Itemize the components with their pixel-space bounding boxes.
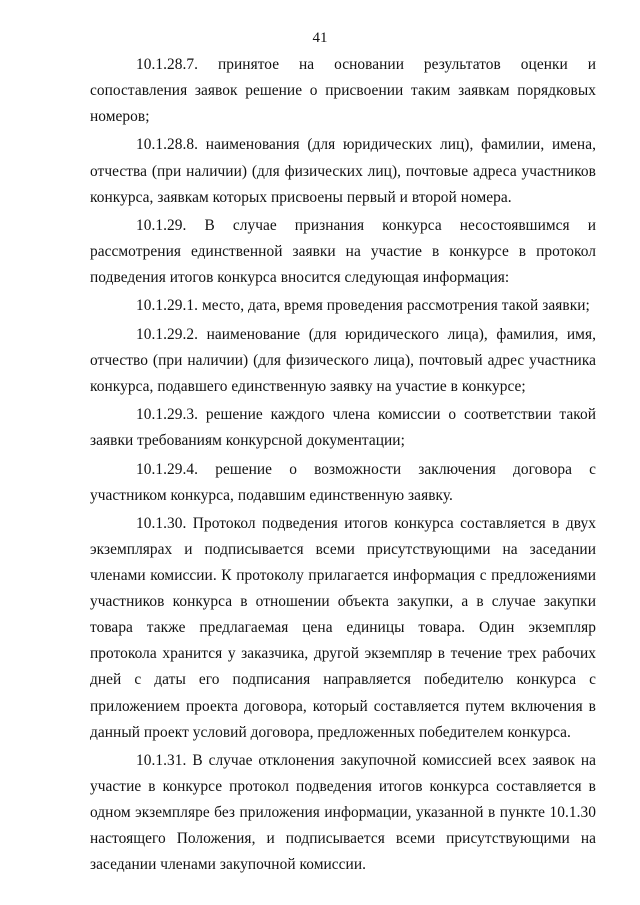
paragraph-10-1-30: 10.1.30. Протокол подведения итогов конкурса составляется в двух экземплярах и подписывается всеми присутствующими на заседании членами комиссии. К протоколу прилагается информация с предложениями участников конкурса в отношении объекта закупки, а в случае закупки товара также предлагаемая цена единицы товара. Один экземпляр протокола хранится у заказчика, другой экземпляр в течение трех рабочих дней с даты его подписания направляется победителю конкурса с приложением проекта договора, который составляется путем включения в данный проект условий договора, предложенных победителем конкурса. [90, 514, 596, 741]
paragraph-10-1-31: 10.1.31. В случае отклонения закупочной комиссией всех заявок на участие в конкурсе протокол подведения итогов конкурса составляется в одном экземпляре без приложения информации, указанной в пункте 10.1.30 настоящего Положения, и подписывается всеми присутствующими на заседании членами закупочной комиссии. [90, 751, 596, 874]
paragraph-10-1-28-8: 10.1.28.8. наименования (для юридических лиц), фамилии, имена, отчества (при наличии) (для физических лиц), почтовые адреса участников конкурса, заявкам которых присвоены первый и второй номера. [90, 136, 596, 206]
paragraph-10-1-29-3: 10.1.29.3. решение каждого члена комиссии о соответствии такой заявки требованиям конкурсной документации; [90, 406, 596, 450]
paragraph-10-1-28-7: 10.1.28.7. принятое на основании результатов оценки и сопоставления заявок решение о присвоении таким заявкам порядковых номеров; [90, 56, 596, 126]
paragraph-10-1-29-4: 10.1.29.4. решение о возможности заключения договора с участником конкурса, подавшим единственную заявку. [90, 460, 596, 504]
page-number: 41 [312, 30, 328, 46]
paragraph-10-1-29-1: 10.1.29.1. место, дата, время проведения рассмотрения такой заявки; [136, 297, 590, 315]
paragraph-10-1-29: 10.1.29. В случае признания конкурса несостоявшимся и рассмотрения единственной заявки на участие в конкурсе в протокол подведения итогов конкурса вносится следующая информация: [90, 216, 596, 287]
paragraph-10-1-29-2: 10.1.29.2. наименование (для юридического лица), фамилия, имя, отчество (при наличии) (для физического лица), почтовый адрес участника конкурса, подавшего единственную заявку на участие в конкурсе; [90, 325, 596, 395]
document-body [90, 52, 596, 878]
